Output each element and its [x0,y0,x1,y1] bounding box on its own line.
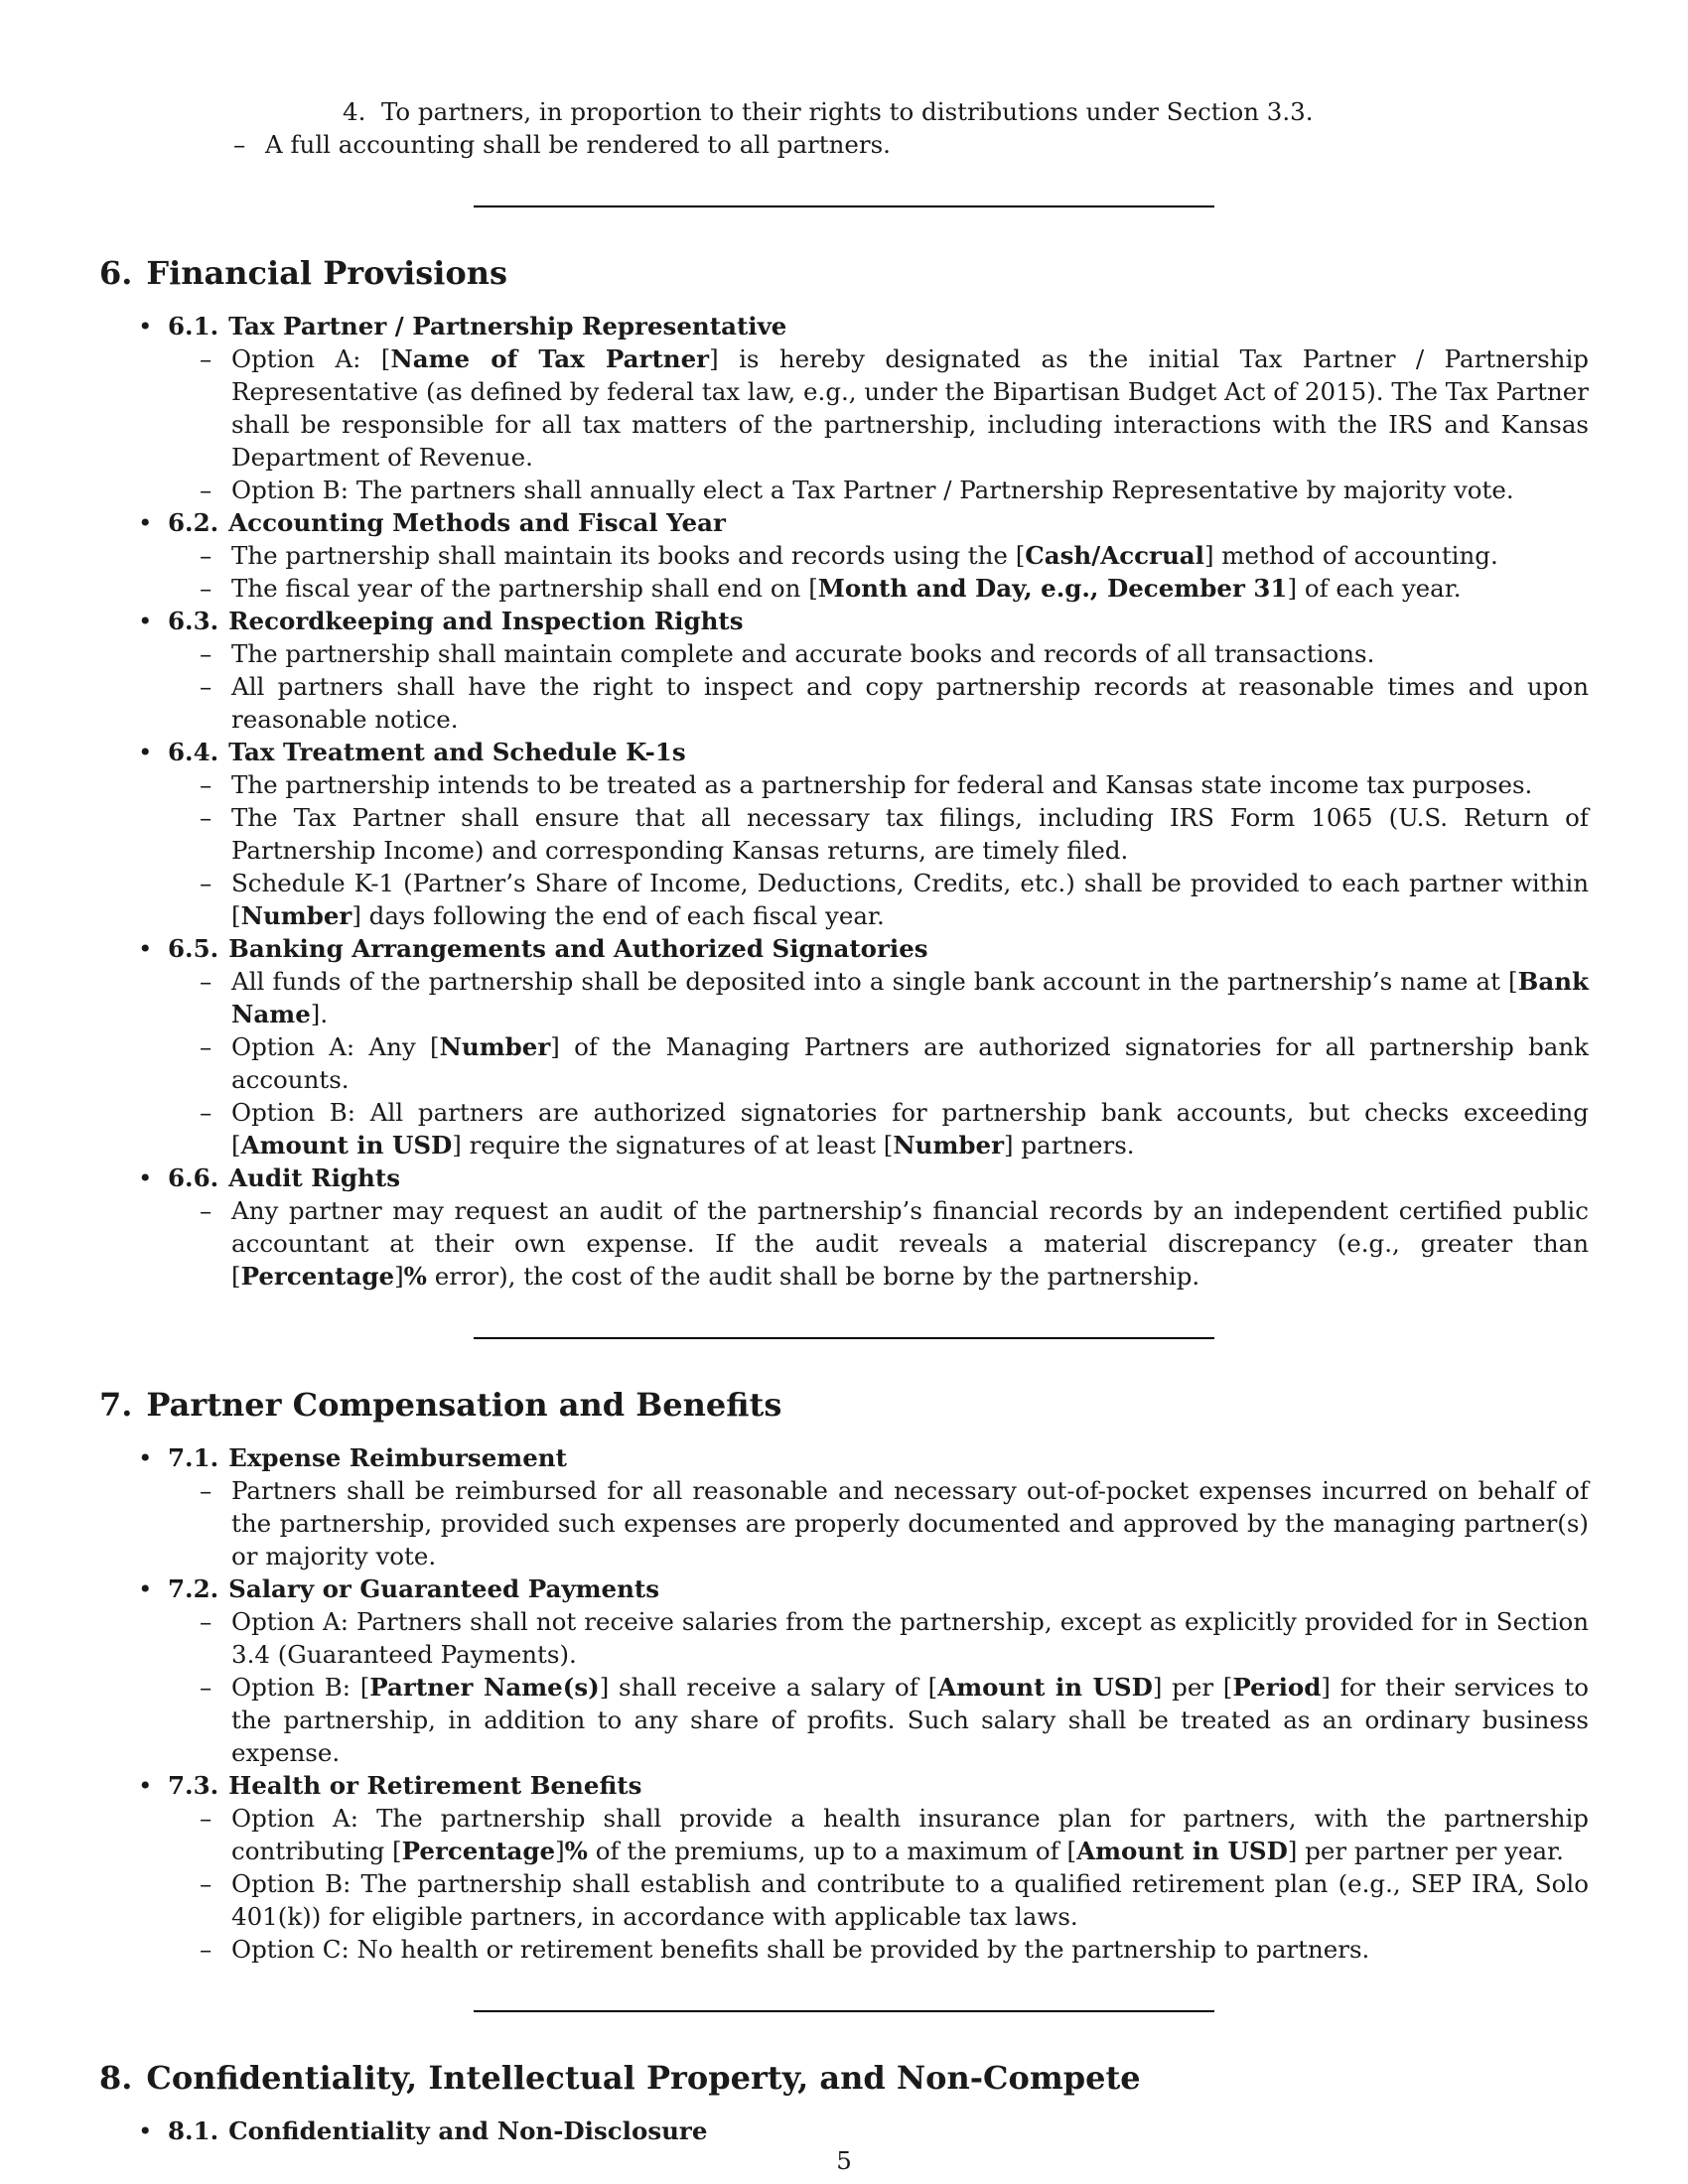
dash-marker: – [200,869,212,897]
subsection-number: 8.1. [168,2116,219,2145]
numbered-list-item: 4. To partners, in proportion to their rights to distributions under Section 3.3. [343,97,1314,126]
subsection-number: 6.4. [168,738,219,766]
section-divider [474,1337,1214,1339]
clause-text: Option A: [231,344,381,373]
placeholder-field: Partner Name(s) [369,1673,600,1702]
dash-marker: – [200,1673,212,1702]
section-heading [99,2058,1589,2098]
clause-text: Option A: Any [ [231,1032,440,1061]
clause-item [200,867,1589,932]
placeholder-field: Number [240,901,352,930]
dash-marker: – [200,770,212,799]
subsection-title: Expense Reimbursement [228,1443,567,1472]
clause-item [200,539,1589,572]
subsection-item [99,932,1589,1161]
placeholder-field: % [564,1837,588,1865]
dash-marker: – [200,1804,212,1833]
placeholder-field: Bank Name [231,967,1589,1028]
clause-text: ] of the Managing Partners are authorized signatories for all partnership bank accounts. [231,1032,1589,1094]
subsection-item [99,2115,1589,2147]
clause-text: Partners shall be reimbursed for all reasonable and necessary out-of-pocket expenses incurred on behalf of the partnership, provided such expenses are properly documented and approved by the managing partner(s) or majority vote. [231,1476,1589,1570]
clause-text: ] is hereby designated as the initial Tax Partner / Partnership Representative (as defined by federal tax law, e.g., under the Bipartisan Budget Act of 2015). The Tax Partner shall be responsible for all tax matters of the partnership, including interactions with the IRS and Kansas Department of Revenue. [231,344,1589,472]
section-number: 6. [99,254,133,292]
subsection-list [99,2115,1589,2147]
clause-text: The partnership shall maintain complete and accurate books and records of all transactions. [231,639,1375,668]
subsection-heading [168,506,1589,539]
clause-item [200,768,1589,801]
clause-text: Option B: All partners are authorized signatories for partnership bank accounts, but checks exceeding [ [231,1098,1589,1160]
subsection-number: 7.1. [168,1443,219,1472]
clause-list [168,768,1589,932]
clause-item [200,1474,1589,1572]
subsection-title: Accounting Methods and Fiscal Year [228,508,726,537]
clause-item [200,1671,1589,1769]
clause-text: Option A: Partners shall not receive salaries from the partnership, except as explicitly provided for in Section 3.4 (Guaranteed Payments). [231,1607,1589,1669]
subsection-heading [168,736,1589,768]
subsection-title: Banking Arrangements and Authorized Signatories [228,934,928,963]
bullet-marker: • [138,607,153,635]
placeholder-field: Amount in USD [240,1131,453,1160]
clause-text: Any partner may request an audit of the partnership’s financial records by an independent certified public accountant at their own expense. If the audit reveals a material discrepancy (e.g., greater than [ [231,1196,1589,1291]
bullet-marker: • [138,508,153,537]
placeholder-field: Cash/Accrual [1025,541,1204,570]
subsection-heading [168,2115,1589,2147]
bullet-marker: • [138,1574,153,1603]
clause-item [200,1030,1589,1096]
clause-list [168,1474,1589,1572]
subsection-item [99,310,1589,506]
subsection-item [99,1572,1589,1769]
placeholder-field: Amount in USD [1076,1837,1288,1865]
clause-item [200,670,1589,736]
clause-list [168,342,1589,506]
subsection-title: Confidentiality and Non-Disclosure [228,2116,708,2145]
dash-list-item [233,128,1589,161]
clause-text: ] [394,1262,404,1291]
subsection-item [99,1441,1589,1572]
clause-item [200,572,1589,605]
placeholder-field: Month and Day, e.g., December 31 [817,574,1288,603]
subsection-number: 6.2. [168,508,219,537]
subsection-title: Salary or Guaranteed Payments [228,1574,660,1603]
clause-text: The partnership shall maintain its books and records using the [ [231,541,1026,570]
clause-item [200,965,1589,1030]
clause-item [200,1194,1589,1293]
clause-item [200,637,1589,670]
clause-text: All funds of the partnership shall be deposited into a single bank account in the partnership’s name at [ [231,967,1518,996]
clause-list [168,1605,1589,1769]
clause-text: ] of each year. [1287,574,1462,603]
document-page [99,95,1589,2147]
clause-text: Option A: The partnership shall provide a health insurance plan for partners, with the partnership contributing [ [231,1804,1589,1865]
subsection-number: 7.2. [168,1574,219,1603]
dash-marker: – [200,1098,212,1127]
placeholder-field: Number [893,1131,1005,1160]
clause-text: ]. [310,1000,329,1028]
clause-text: ] shall receive a salary of [ [599,1673,938,1702]
placeholder-field: % [403,1262,427,1291]
placeholder-field: Percentage [240,1262,395,1291]
dash-marker: – [200,1869,212,1898]
clause-list [168,1194,1589,1293]
dash-marker: – [200,1032,212,1061]
bullet-marker: • [138,1443,153,1472]
subsection-title: Health or Retirement Benefits [228,1771,642,1800]
dash-marker: – [200,1476,212,1505]
subsection-heading [168,605,1589,637]
dash-marker: – [200,967,212,996]
clause-list [168,1802,1589,1966]
dash-marker: – [200,344,212,373]
clause-list [168,965,1589,1161]
clause-item [200,1933,1589,1966]
dash-marker: – [200,1607,212,1636]
clause-text: ] require the signatures of at least [ [452,1131,894,1160]
dash-marker: – [200,476,212,504]
subsection-heading [168,1441,1589,1474]
clause-text: The Tax Partner shall ensure that all necessary tax filings, including IRS Form 1065 (U.S. Return of Partnership Income) and corresponding Kansas returns, are timely filed. [231,803,1589,865]
subsection-title: Audit Rights [228,1163,400,1192]
clause-item [200,1867,1589,1933]
dash-marker: – [200,574,212,603]
dash-marker: – [200,1935,212,1964]
placeholder-field: Number [439,1032,551,1061]
clause-item [200,1605,1589,1671]
clause-item [200,801,1589,867]
subsection-heading [168,1161,1589,1194]
dash-marker: – [233,130,246,159]
dash-marker: – [200,803,212,832]
subsection-heading [168,932,1589,965]
subsection-number: 6.1. [168,312,219,341]
subsection-item [99,1161,1589,1293]
clause-item [200,1802,1589,1867]
section-divider [474,205,1214,207]
section-title: Partner Compensation and Benefits [146,1386,782,1424]
subsection-number: 6.6. [168,1163,219,1192]
clause-text: ] per [ [1152,1673,1233,1702]
placeholder-field: Amount in USD [937,1673,1153,1702]
clause-item [200,342,1589,474]
clause-text: Option C: No health or retirement benefits shall be provided by the partnership to partners. [231,1935,1370,1964]
continued-list [233,95,1589,161]
section-heading [99,253,1589,293]
clause-text: Option B: The partners shall annually elect a Tax Partner / Partnership Representative by majority vote. [231,476,1514,504]
sections-container [99,253,1589,2147]
bullet-marker: • [138,2116,153,2145]
section-title: Confidentiality, Intellectual Property, and Non-Compete [146,2059,1141,2097]
section-heading [99,1385,1589,1425]
clause-text: The partnership intends to be treated as a partnership for federal and Kansas state income tax purposes. [231,770,1533,799]
subsection-title: Tax Partner / Partnership Representative [228,312,787,341]
subsection-title: Recordkeeping and Inspection Rights [228,607,744,635]
clause-text: ] per partner per year. [1287,1837,1564,1865]
subsection-item [99,1769,1589,1966]
placeholder-field: Period [1232,1673,1322,1702]
subsection-heading [168,310,1589,342]
section-number: 8. [99,2059,133,2097]
clause-text: ] for their services to the partnership, in addition to any share of profits. Such salary shall be treated as an ordinary business expense. [231,1673,1589,1767]
subsection-item [99,506,1589,605]
clause-list [168,539,1589,605]
section-number: 7. [99,1386,133,1424]
clause-text: ] partners. [1004,1131,1135,1160]
placeholder-field: Percentage [401,1837,556,1865]
clause-text: ] method of accounting. [1203,541,1498,570]
bullet-marker: • [138,738,153,766]
dash-marker: – [200,1196,212,1225]
clause-text: Schedule K-1 (Partner’s Share of Income, Deductions, Credits, etc.) shall be provided to each partner within [ [231,869,1589,930]
subsection-list [99,310,1589,1293]
dash-marker: – [200,541,212,570]
dash-marker: – [200,639,212,668]
subsection-list [99,1441,1589,1966]
bullet-marker: • [138,312,153,341]
subsection-number: 6.3. [168,607,219,635]
dash-item-text: A full accounting shall be rendered to all partners. [265,130,891,159]
clause-text: ] [555,1837,565,1865]
bullet-marker: • [138,1163,153,1192]
clause-item [200,1096,1589,1161]
clause-text: of the premiums, up to a maximum of [ [587,1837,1077,1865]
clause-text: Option B: [ [231,1673,370,1702]
clause-text: [ [380,344,391,373]
subsection-title: Tax Treatment and Schedule K-1s [228,738,686,766]
subsection-item [99,605,1589,736]
page-number: 5 [836,2146,852,2175]
dash-marker: – [200,672,212,701]
clause-list [168,637,1589,736]
subsection-heading [168,1769,1589,1802]
bullet-marker: • [138,934,153,963]
subsection-heading [168,1572,1589,1605]
clause-text: The fiscal year of the partnership shall end on [ [231,574,818,603]
placeholder-field: Name of Tax Partner [390,344,710,373]
subsection-number: 7.3. [168,1771,219,1800]
clause-text: All partners shall have the right to inspect and copy partnership records at reasonable times and upon reasonable notice. [231,672,1589,734]
subsection-number: 6.5. [168,934,219,963]
clause-item [200,474,1589,506]
section-divider [474,2010,1214,2012]
clause-text: Option B: The partnership shall establish and contribute to a qualified retirement plan (e.g., SEP IRA, Solo 401(k)) for eligible partners, in accordance with applicable tax laws. [231,1869,1589,1931]
bullet-marker: • [138,1771,153,1800]
section-title: Financial Provisions [146,254,508,292]
subsection-item [99,736,1589,932]
clause-text: error), the cost of the audit shall be borne by the partnership. [426,1262,1200,1291]
clause-text: ] days following the end of each fiscal year. [352,901,885,930]
